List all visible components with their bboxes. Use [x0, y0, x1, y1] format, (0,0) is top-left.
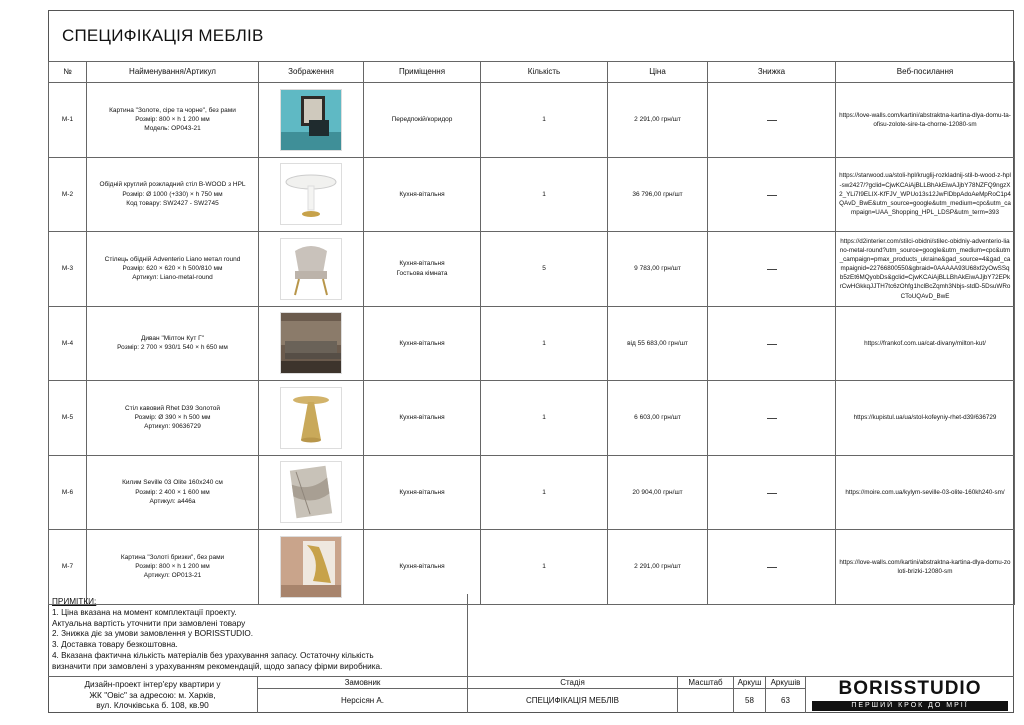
project-line: Дизайн-проект інтер'єру квартири у [84, 679, 221, 689]
notes-block [48, 594, 468, 676]
stage-label: Стадія [468, 677, 678, 689]
item-room [364, 157, 481, 232]
item-name [87, 530, 259, 605]
sheets-value: 63 [766, 689, 806, 713]
item-name-line: Обідній круглий розкладний стіл B-WOOD з HPL [99, 181, 246, 189]
item-room [364, 381, 481, 456]
item-room-line: Кухня-вітальня [399, 563, 445, 571]
row-number: М-4 [49, 306, 87, 381]
item-image-cell [259, 306, 364, 381]
scale-value [678, 689, 734, 713]
item-discount [708, 232, 836, 307]
item-room [364, 83, 481, 158]
item-price: від 55 683,00 грн/шт [608, 306, 708, 381]
header-number: № [49, 62, 87, 83]
row-number: М-3 [49, 232, 87, 307]
round-table-image [280, 163, 342, 225]
table-row [49, 83, 1015, 158]
row-number: М-6 [49, 455, 87, 530]
row-number: М-5 [49, 381, 87, 456]
item-discount [708, 83, 836, 158]
item-name-line: Картина "Золоте, сіре та чорне", без рами [109, 106, 236, 114]
item-name-line: Стілець обідній Adventerio Liano метал round [104, 255, 241, 263]
notes-line: 4. Вказана фактична кількість матеріалів без урахування запасу. Остаточну кількість [52, 650, 374, 660]
header-web-link: Веб-посилання [836, 62, 1015, 83]
table-row [49, 530, 1015, 605]
header-room: Приміщення [364, 62, 481, 83]
table-row [49, 232, 1015, 307]
item-name-line: Код товару: SW2427 - SW2745 [126, 199, 219, 207]
item-name-line: Розмір: 620 × 620 × h 500/810 мм [122, 265, 223, 273]
item-quantity: 1 [481, 157, 608, 232]
item-name-line: Розмір: 2 400 × 1 600 мм [135, 488, 210, 496]
table-row [49, 381, 1015, 456]
item-name-line: Розмір: 2 700 × 930/1 540 × h 650 мм [117, 344, 228, 352]
item-name-line: Артикул: a446a [149, 497, 196, 505]
item-price: 20 904,00 грн/шт [608, 455, 708, 530]
item-name [87, 83, 259, 158]
project-line: ЖК "Овіс" за адресою: м. Харків, [89, 689, 216, 700]
row-number: М-7 [49, 530, 87, 605]
item-name [87, 157, 259, 232]
rug-image [280, 461, 342, 523]
item-room-line: Кухня-вітальня [399, 190, 445, 198]
item-web-link[interactable]: https://moire.com.ua/kylym-seville-03-olite-160kh240-sm/ [836, 455, 1015, 530]
item-web-link[interactable]: https://frankof.com.ua/cat-divany/milton-kut/ [836, 306, 1015, 381]
item-room-line: Кухня-вітальня [399, 339, 445, 347]
item-web-link[interactable]: https://starwood.ua/stoli-hpl/kruglij-rozkladnij-stil-b-wood-z-hpl-sw2427/?gclid=CjwKCAiAjBLLBhAkEiwAJjbY78NZFQ9ngzX2_YLi7I9ELIX-KfFJV_WPUo13s12JwFlDbpAdoAeMpRoC1p4QAvD_BwE&utm_source=google&utm_medium=cpc&utm_campaign=UAA_Shopping_HPL_LDSP&utm_term=393 [836, 157, 1015, 232]
row-number: М-1 [49, 83, 87, 158]
item-name-line: Стіл кавовий Rhet D39 Золотой [125, 404, 220, 412]
discount-dash [767, 567, 777, 568]
item-room [364, 530, 481, 605]
item-price: 2 291,00 грн/шт [608, 530, 708, 605]
item-room-line: Кухня-вітальня [399, 488, 445, 496]
table-row [49, 306, 1015, 381]
item-quantity: 1 [481, 381, 608, 456]
discount-dash [767, 195, 777, 196]
item-room-line: Передпокій/коридор [391, 116, 453, 124]
item-quantity: 1 [481, 455, 608, 530]
item-price: 9 783,00 грн/шт [608, 232, 708, 307]
item-name-line: Диван "Мілтон Кут Г" [141, 334, 204, 342]
item-price: 2 291,00 грн/шт [608, 83, 708, 158]
discount-dash [767, 493, 777, 494]
item-name-line: Розмір: Ø 1000 (+330) × h 750 мм [122, 190, 223, 198]
item-image-cell [259, 83, 364, 158]
item-image-cell [259, 381, 364, 456]
item-discount [708, 381, 836, 456]
item-name-line: Картина "Золоті бризки", без рами [120, 553, 225, 561]
item-name-line: Артикул: 90636729 [144, 423, 201, 431]
dining-chair-image [280, 238, 342, 300]
item-quantity: 5 [481, 232, 608, 307]
row-number: М-2 [49, 157, 87, 232]
item-name-line: Розмір: Ø 390 × h 500 мм [134, 414, 211, 422]
header-discount: Знижка [708, 62, 836, 83]
project-line: вул. Клочківська б. 108, кв.90 [96, 700, 209, 710]
notes-line: 3. Доставка товару безкоштовна. [52, 640, 178, 650]
header-image: Зображення [259, 62, 364, 83]
customer-value: Нерсісян А. [258, 689, 468, 713]
coffee-table-image [280, 387, 342, 449]
project-description [48, 677, 258, 713]
page-title: СПЕЦИФІКАЦІЯ МЕБЛІВ [62, 26, 264, 45]
item-name [87, 455, 259, 530]
item-name-line: Модель: OP043-21 [144, 125, 201, 133]
notes-line: Актуальна вартість уточнити при замовлені товару [52, 618, 246, 628]
notes-line: визначити при замовлені з урахуванням рекомендацій, щодо запасу фірми виробника. [52, 661, 383, 671]
item-discount [708, 157, 836, 232]
item-price: 6 603,00 грн/шт [608, 381, 708, 456]
sofa-image [280, 312, 342, 374]
header-quantity: Кількість [481, 62, 608, 83]
sheets-label: Аркушів [766, 677, 806, 689]
logo-tagline: ПЕРШИЙ КРОК ДО МРІЇ [812, 701, 1008, 711]
item-image-cell [259, 232, 364, 307]
item-name-line: Артикул: OP013-21 [143, 572, 202, 580]
item-name [87, 306, 259, 381]
customer-label: Замовник [258, 677, 468, 689]
item-web-link[interactable]: https://kupistul.ua/ua/stol-kofeyniy-rhet-d39/636729 [836, 381, 1015, 456]
item-quantity: 1 [481, 530, 608, 605]
item-name-line: Артикул: Liano-metal-round [132, 274, 213, 282]
item-name [87, 381, 259, 456]
item-name [87, 232, 259, 307]
logo-name: BORISSTUDIO [838, 678, 982, 699]
specification-table [48, 61, 1015, 605]
stage-value: СПЕЦИФІКАЦІЯ МЕБЛІВ [468, 689, 678, 713]
item-room-line: Кухня-вітальня [399, 260, 445, 268]
item-quantity: 1 [481, 83, 608, 158]
item-discount [708, 306, 836, 381]
notes-line: 1. Ціна вказана на момент комплектації проекту. [52, 607, 237, 617]
item-room-line: Кухня-вітальня [399, 414, 445, 422]
discount-dash [767, 120, 777, 121]
item-image-cell [259, 157, 364, 232]
abstract-painting-image [280, 89, 342, 151]
item-name-line: Розмір: 800 × h 1 200 мм [135, 563, 210, 571]
discount-dash [767, 418, 777, 419]
sheet-value: 58 [734, 689, 766, 713]
item-name-line: Килим Seville 03 Olite 160x240 см [122, 479, 223, 487]
header-price: Ціна [608, 62, 708, 83]
table-row [49, 157, 1015, 232]
gold-splash-painting-image [280, 536, 342, 598]
discount-dash [767, 344, 777, 345]
item-room-line: Гостьова кімната [396, 269, 448, 277]
item-image-cell [259, 530, 364, 605]
item-image-cell [259, 455, 364, 530]
item-quantity: 1 [481, 306, 608, 381]
item-name-line: Розмір: 800 × h 1 200 мм [135, 116, 210, 124]
company-logo [806, 676, 1014, 713]
discount-dash [767, 269, 777, 270]
scale-label: Масштаб [678, 677, 734, 689]
item-web-link[interactable]: https://love-walls.com/kartini/abstraktna-kartina-dlya-domu-zoloti-brizki-12080-sm [836, 530, 1015, 605]
table-header-row [49, 62, 1015, 83]
table-row [49, 455, 1015, 530]
notes-heading: ПРИМІТКИ: [52, 597, 97, 606]
item-discount [708, 455, 836, 530]
header-name: Найменування/Артикул [87, 62, 259, 83]
item-discount [708, 530, 836, 605]
item-room [364, 455, 481, 530]
item-price: 36 796,00 грн/шт [608, 157, 708, 232]
notes-line: 2. Знижка діє за умови замовлення у BORISSTUDIO. [52, 629, 254, 639]
sheet-label: Аркуш [734, 677, 766, 689]
item-room [364, 306, 481, 381]
item-web-link[interactable]: https://d2interier.com/stilci-obidni/stilec-obidniy-adventerio-liano-metal-round?utm_source=google&utm_medium=cpc&utm_campaign=pmax_products_ukraine&gad_source=4&gad_campaignid=22766800550&gbraid=0AAAAA93U68xf2yOwSSqb5zEt6MQyobDs&gclid=CjwKCAiAjBLLBhAkEiwAJjbY72EPkrCwHGkkqJJTH7tc6zOhfg1hclBcZqmh3Nbjs-stdD-5DsuWRoCToUQAvD_BwE [836, 232, 1015, 307]
item-room [364, 232, 481, 307]
item-web-link[interactable]: https://love-walls.com/kartini/abstraktna-kartina-dlya-domu-ta-ofisu-zolote-sire-ta-chorne-12080-sm [836, 83, 1015, 158]
